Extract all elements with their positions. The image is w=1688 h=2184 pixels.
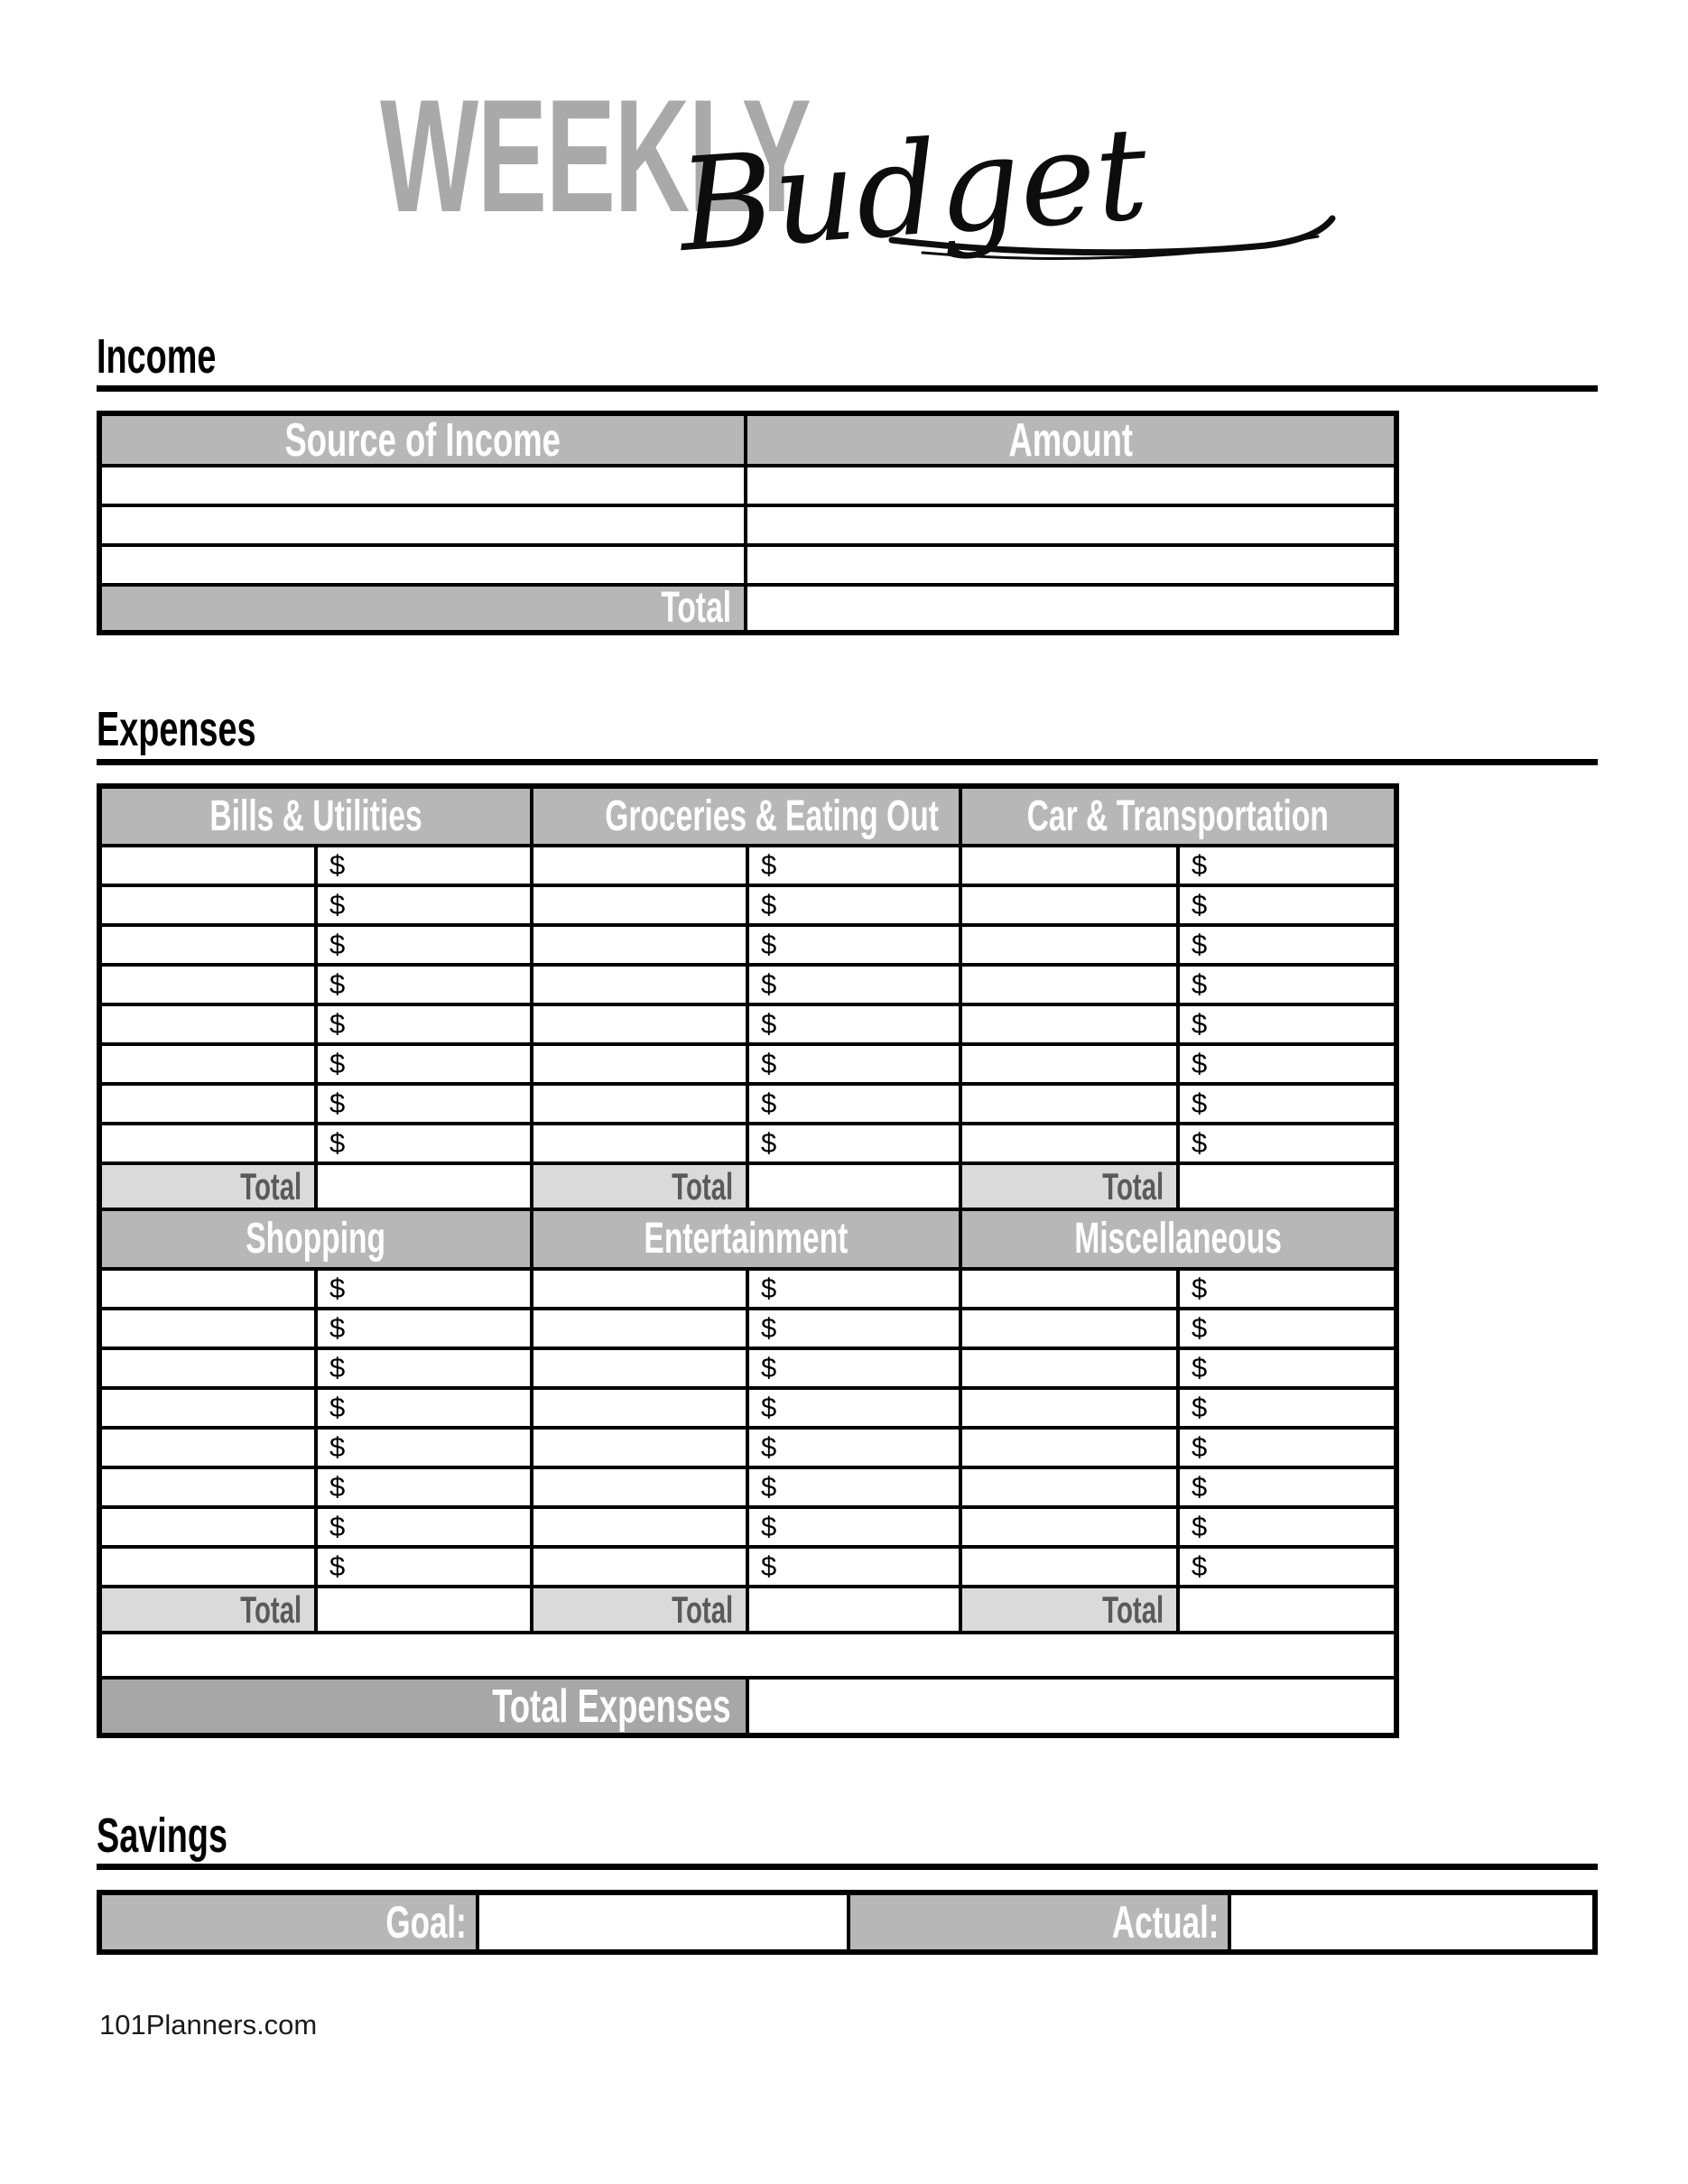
- expense-desc-cell[interactable]: [532, 1507, 747, 1547]
- expense-amount-cell[interactable]: [316, 1044, 532, 1084]
- income-source-cell[interactable]: [99, 545, 746, 585]
- category-header-car-transportation: Car & Transportation: [960, 786, 1396, 846]
- expense-amount-cell[interactable]: [747, 1388, 960, 1428]
- expense-amount-cell[interactable]: [747, 1124, 960, 1163]
- expense-desc-cell[interactable]: [532, 925, 747, 965]
- income-source-header: Source of Income: [99, 413, 746, 466]
- dollar-sign: $: [1192, 1471, 1208, 1503]
- expense-amount-cell[interactable]: [316, 1467, 532, 1507]
- expense-row: [99, 1084, 1396, 1124]
- dollar-sign: $: [329, 1008, 346, 1040]
- expense-amount-cell[interactable]: [747, 885, 960, 925]
- income-row: [99, 505, 1396, 545]
- expense-desc-cell[interactable]: [960, 1467, 1178, 1507]
- subtotal-label-cell: Total: [99, 1163, 316, 1209]
- dollar-sign: $: [1192, 1550, 1208, 1582]
- expense-amount-cell[interactable]: [316, 1507, 532, 1547]
- expense-desc-cell[interactable]: [960, 1348, 1178, 1388]
- dollar-sign: $: [761, 1312, 777, 1344]
- expense-amount-cell[interactable]: [316, 965, 532, 1004]
- expense-desc-cell[interactable]: [960, 1269, 1178, 1309]
- expense-category-header-row: [99, 1209, 1396, 1269]
- expense-desc-cell[interactable]: [532, 1348, 747, 1388]
- dollar-sign: $: [1192, 929, 1208, 960]
- expense-desc-cell[interactable]: [960, 846, 1178, 885]
- dollar-sign: $: [329, 1272, 346, 1304]
- expense-desc-cell[interactable]: [532, 1547, 747, 1587]
- dollar-sign: $: [1192, 849, 1208, 881]
- expense-desc-cell[interactable]: [532, 1124, 747, 1163]
- category-header-miscellaneous: Miscellaneous: [960, 1209, 1396, 1269]
- expense-desc-cell[interactable]: [99, 1467, 316, 1507]
- expense-desc-cell[interactable]: [99, 1269, 316, 1309]
- expense-desc-cell[interactable]: [99, 1348, 316, 1388]
- expense-desc-cell[interactable]: [532, 1428, 747, 1467]
- expense-amount-cell[interactable]: [316, 1004, 532, 1044]
- expense-amount-cell[interactable]: [316, 1428, 532, 1467]
- expense-amount-cell[interactable]: [1178, 885, 1396, 925]
- dollar-sign: $: [329, 1471, 346, 1503]
- expense-desc-cell[interactable]: [99, 1084, 316, 1124]
- category-header-groceries-eating-out: Groceries & Eating Out: [532, 786, 960, 846]
- expense-row: [99, 846, 1396, 885]
- income-heading-rule: [97, 385, 1598, 392]
- subtotal-value-cell[interactable]: [316, 1163, 532, 1209]
- savings-section-heading: Savings: [97, 1809, 227, 1863]
- dollar-sign: $: [761, 1272, 777, 1304]
- expense-amount-cell[interactable]: [316, 1124, 532, 1163]
- dollar-sign: $: [329, 1312, 346, 1344]
- expense-amount-cell[interactable]: [747, 1428, 960, 1467]
- dollar-sign: $: [329, 1392, 346, 1423]
- expense-subtotal-row: [99, 1163, 1396, 1209]
- income-total-row: [99, 585, 1396, 633]
- category-header-bills-utilities: Bills & Utilities: [99, 786, 532, 846]
- dollar-sign: $: [1192, 1431, 1208, 1463]
- expense-row: [99, 885, 1396, 925]
- logo-weekly-text: WEEKLY: [380, 66, 811, 245]
- income-source-cell[interactable]: [99, 505, 746, 545]
- income-section-heading: Income: [97, 329, 217, 384]
- expense-row: [99, 1269, 1396, 1309]
- expense-desc-cell[interactable]: [532, 1388, 747, 1428]
- expenses-section-heading: Expenses: [97, 702, 256, 756]
- expense-amount-cell[interactable]: [1178, 1044, 1396, 1084]
- expense-amount-cell[interactable]: [316, 1269, 532, 1309]
- savings-table: [97, 1890, 1598, 1955]
- dollar-sign: $: [761, 1087, 777, 1119]
- subtotal-label-cell: Total: [532, 1587, 747, 1633]
- expense-amount-cell[interactable]: [316, 925, 532, 965]
- total-expenses-value-cell[interactable]: [747, 1678, 1396, 1735]
- expense-desc-cell[interactable]: [99, 1124, 316, 1163]
- dollar-sign: $: [1192, 968, 1208, 1000]
- expense-category-header-row: [99, 786, 1396, 846]
- spacer-cell: [99, 1633, 1396, 1678]
- expense-amount-cell[interactable]: [747, 1004, 960, 1044]
- subtotal-label-cell: Total: [960, 1163, 1178, 1209]
- expense-amount-cell[interactable]: [1178, 1124, 1396, 1163]
- expense-desc-cell[interactable]: [960, 1309, 1178, 1348]
- income-total-value-cell[interactable]: [746, 585, 1396, 633]
- expense-desc-cell[interactable]: [99, 846, 316, 885]
- expense-amount-cell[interactable]: [316, 885, 532, 925]
- dollar-sign: $: [329, 929, 346, 960]
- dollar-sign: $: [761, 1127, 777, 1159]
- expense-desc-cell[interactable]: [532, 1269, 747, 1309]
- income-amount-header: Amount: [746, 413, 1396, 466]
- savings-actual-value-cell[interactable]: [1229, 1892, 1595, 1952]
- subtotal-label-cell: Total: [532, 1163, 747, 1209]
- expense-amount-cell[interactable]: [747, 1309, 960, 1348]
- expense-amount-cell[interactable]: [747, 1269, 960, 1309]
- savings-row: [99, 1892, 1595, 1952]
- income-table: [97, 411, 1399, 635]
- expense-desc-cell[interactable]: [99, 1428, 316, 1467]
- expense-amount-cell[interactable]: [316, 846, 532, 885]
- expense-amount-cell[interactable]: [747, 1084, 960, 1124]
- expense-desc-cell[interactable]: [960, 1084, 1178, 1124]
- savings-actual-label-cell: Actual:: [849, 1892, 1229, 1952]
- logo-budget-script: Budget: [674, 99, 1153, 281]
- expense-amount-cell[interactable]: [1178, 1004, 1396, 1044]
- dollar-sign: $: [329, 968, 346, 1000]
- expense-desc-cell[interactable]: [99, 1004, 316, 1044]
- expense-amount-cell[interactable]: [316, 1084, 532, 1124]
- expenses-heading-rule: [97, 759, 1598, 765]
- subtotal-value-cell[interactable]: [316, 1587, 532, 1633]
- expense-amount-cell[interactable]: [1178, 1348, 1396, 1388]
- expense-amount-cell[interactable]: [316, 1348, 532, 1388]
- category-header-shopping: Shopping: [99, 1209, 532, 1269]
- expense-desc-cell[interactable]: [960, 925, 1178, 965]
- income-amount-cell[interactable]: [746, 505, 1396, 545]
- expense-amount-cell[interactable]: [1178, 1428, 1396, 1467]
- dollar-sign: $: [761, 1550, 777, 1582]
- expense-desc-cell[interactable]: [532, 1467, 747, 1507]
- expense-row: [99, 1547, 1396, 1587]
- expense-amount-cell[interactable]: [1178, 1388, 1396, 1428]
- expense-row: [99, 1507, 1396, 1547]
- dollar-sign: $: [1192, 1008, 1208, 1040]
- expense-amount-cell[interactable]: [316, 1388, 532, 1428]
- income-total-label-cell: Total: [99, 585, 746, 633]
- dollar-sign: $: [1192, 1272, 1208, 1304]
- expense-desc-cell[interactable]: [99, 1507, 316, 1547]
- income-header-row: [99, 413, 1396, 466]
- spacer-row: [99, 1633, 1396, 1678]
- expense-desc-cell[interactable]: [532, 885, 747, 925]
- expense-amount-cell[interactable]: [316, 1547, 532, 1587]
- expense-desc-cell[interactable]: [532, 846, 747, 885]
- dollar-sign: $: [761, 1471, 777, 1503]
- dollar-sign: $: [329, 1550, 346, 1582]
- expense-desc-cell[interactable]: [960, 1004, 1178, 1044]
- dollar-sign: $: [1192, 1312, 1208, 1344]
- expense-row: [99, 1004, 1396, 1044]
- dollar-sign: $: [1192, 1048, 1208, 1079]
- expense-amount-cell[interactable]: [1178, 1269, 1396, 1309]
- expense-amount-cell[interactable]: [1178, 1467, 1396, 1507]
- dollar-sign: $: [761, 929, 777, 960]
- expense-amount-cell[interactable]: [747, 1547, 960, 1587]
- income-amount-cell[interactable]: [746, 466, 1396, 505]
- expense-row: [99, 1388, 1396, 1428]
- expense-amount-cell[interactable]: [747, 846, 960, 885]
- expense-row: [99, 1309, 1396, 1348]
- expense-row: [99, 925, 1396, 965]
- dollar-sign: $: [329, 1048, 346, 1079]
- expense-amount-cell[interactable]: [316, 1309, 532, 1348]
- expense-amount-cell[interactable]: [747, 1467, 960, 1507]
- expense-desc-cell[interactable]: [960, 1547, 1178, 1587]
- expense-desc-cell[interactable]: [99, 885, 316, 925]
- savings-goal-label-cell: Goal:: [99, 1892, 478, 1952]
- dollar-sign: $: [329, 1087, 346, 1119]
- dollar-sign: $: [329, 849, 346, 881]
- expense-desc-cell[interactable]: [960, 1044, 1178, 1084]
- savings-heading-rule: [97, 1864, 1598, 1870]
- expense-desc-cell[interactable]: [99, 1309, 316, 1348]
- expense-desc-cell[interactable]: [532, 1084, 747, 1124]
- dollar-sign: $: [761, 1352, 777, 1384]
- subtotal-label-cell: Total: [99, 1587, 316, 1633]
- expense-amount-cell[interactable]: [1178, 965, 1396, 1004]
- expense-desc-cell[interactable]: [960, 965, 1178, 1004]
- dollar-sign: $: [329, 1352, 346, 1384]
- expense-row: [99, 1348, 1396, 1388]
- income-source-cell[interactable]: [99, 466, 746, 505]
- subtotal-value-cell[interactable]: [747, 1163, 960, 1209]
- dollar-sign: $: [761, 1008, 777, 1040]
- expense-desc-cell[interactable]: [532, 1004, 747, 1044]
- expense-row: [99, 1124, 1396, 1163]
- dollar-sign: $: [761, 1511, 777, 1542]
- expense-desc-cell[interactable]: [532, 1309, 747, 1348]
- subtotal-value-cell[interactable]: [747, 1587, 960, 1633]
- savings-goal-value-cell[interactable]: [478, 1892, 849, 1952]
- dollar-sign: $: [761, 1048, 777, 1079]
- subtotal-label-cell: Total: [960, 1587, 1178, 1633]
- expense-desc-cell[interactable]: [960, 1124, 1178, 1163]
- expense-amount-cell[interactable]: [1178, 1547, 1396, 1587]
- expense-desc-cell[interactable]: [99, 1044, 316, 1084]
- expense-desc-cell[interactable]: [960, 885, 1178, 925]
- dollar-sign: $: [761, 1431, 777, 1463]
- expense-desc-cell[interactable]: [99, 965, 316, 1004]
- expense-amount-cell[interactable]: [747, 1348, 960, 1388]
- expense-amount-cell[interactable]: [1178, 925, 1396, 965]
- expense-desc-cell[interactable]: [960, 1428, 1178, 1467]
- expense-subtotal-row: [99, 1587, 1396, 1633]
- income-row: [99, 545, 1396, 585]
- expense-amount-cell[interactable]: [747, 1507, 960, 1547]
- total-expenses-label-cell: Total Expenses: [99, 1678, 747, 1735]
- logo-underline-swash: [886, 213, 1338, 271]
- expense-amount-cell[interactable]: [1178, 846, 1396, 885]
- subtotal-value-cell[interactable]: [1178, 1587, 1396, 1633]
- expense-desc-cell[interactable]: [960, 1507, 1178, 1547]
- site-credit: 101Planners.com: [99, 2009, 318, 2041]
- dollar-sign: $: [329, 889, 346, 921]
- category-header-entertainment: Entertainment: [532, 1209, 960, 1269]
- expense-amount-cell[interactable]: [747, 925, 960, 965]
- expense-amount-cell[interactable]: [747, 965, 960, 1004]
- income-amount-cell[interactable]: [746, 545, 1396, 585]
- income-row: [99, 466, 1396, 505]
- dollar-sign: $: [1192, 1127, 1208, 1159]
- expense-amount-cell[interactable]: [1178, 1309, 1396, 1348]
- expense-row: [99, 1428, 1396, 1467]
- dollar-sign: $: [761, 1392, 777, 1423]
- total-expenses-row: [99, 1678, 1396, 1735]
- dollar-sign: $: [329, 1511, 346, 1542]
- expense-amount-cell[interactable]: [1178, 1507, 1396, 1547]
- dollar-sign: $: [329, 1127, 346, 1159]
- expense-amount-cell[interactable]: [1178, 1084, 1396, 1124]
- expense-row: [99, 965, 1396, 1004]
- dollar-sign: $: [1192, 1352, 1208, 1384]
- dollar-sign: $: [1192, 889, 1208, 921]
- dollar-sign: $: [1192, 1392, 1208, 1423]
- expense-desc-cell[interactable]: [99, 1388, 316, 1428]
- expense-desc-cell[interactable]: [532, 965, 747, 1004]
- expense-desc-cell[interactable]: [99, 925, 316, 965]
- expense-desc-cell[interactable]: [960, 1388, 1178, 1428]
- subtotal-value-cell[interactable]: [1178, 1163, 1396, 1209]
- dollar-sign: $: [761, 968, 777, 1000]
- expense-row: [99, 1467, 1396, 1507]
- expense-desc-cell[interactable]: [532, 1044, 747, 1084]
- dollar-sign: $: [1192, 1511, 1208, 1542]
- expense-desc-cell[interactable]: [99, 1547, 316, 1587]
- dollar-sign: $: [1192, 1087, 1208, 1119]
- expenses-table: [97, 783, 1399, 1738]
- expense-amount-cell[interactable]: [747, 1044, 960, 1084]
- expense-row: [99, 1044, 1396, 1084]
- dollar-sign: $: [329, 1431, 346, 1463]
- dollar-sign: $: [761, 849, 777, 881]
- dollar-sign: $: [761, 889, 777, 921]
